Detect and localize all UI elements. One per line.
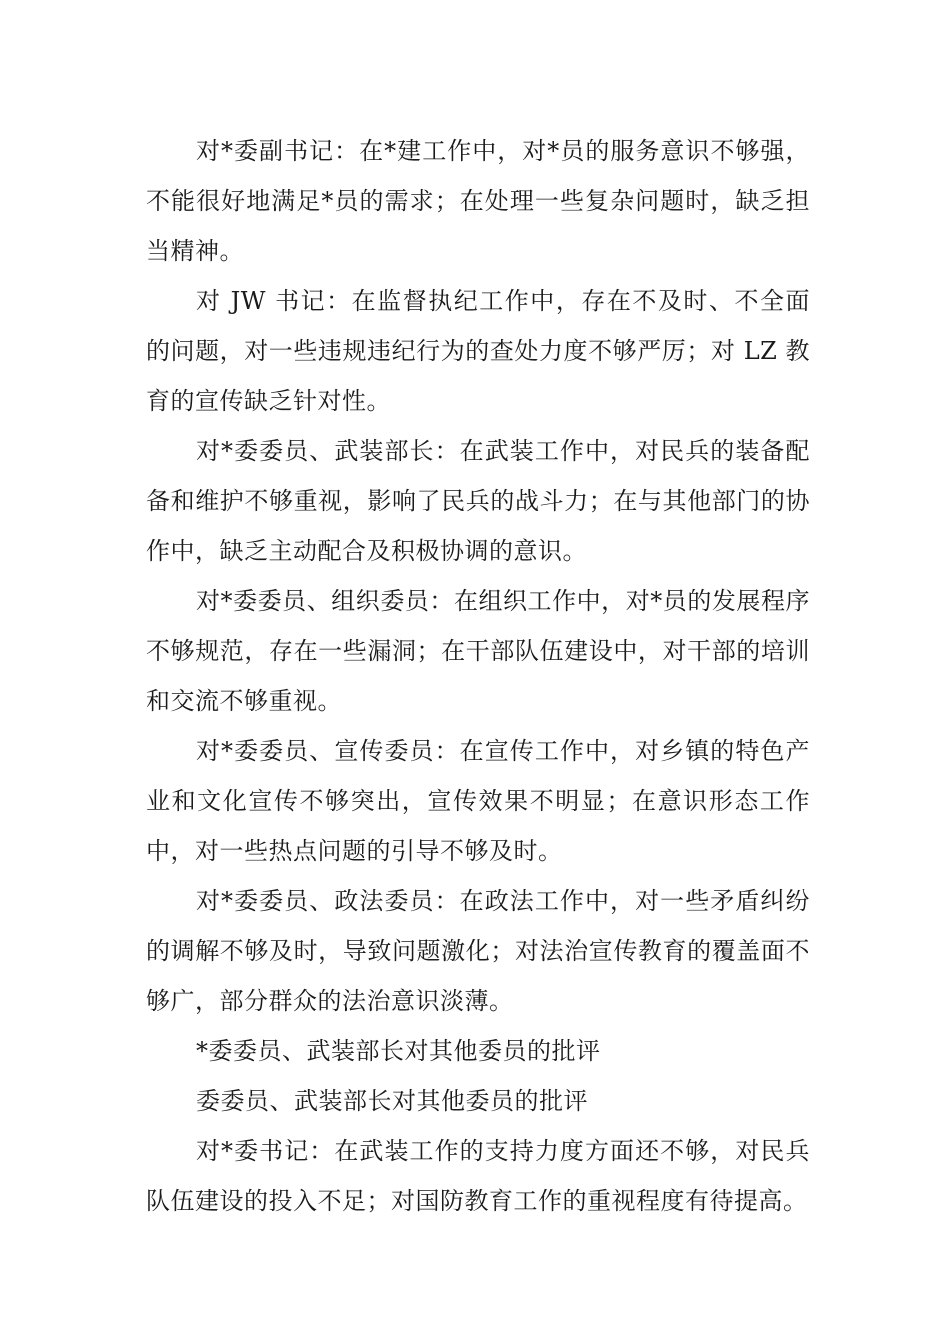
paragraph-armed-forces-minister: 对*委委员、武装部长：在武装工作中，对民兵的装备配备和维护不够重视，影响了民兵的战斗力；在与其他部门的协作中，缺乏主动配合及积极协调的意识。: [146, 437, 810, 565]
paragraph-organization-member: 对*委委员、组织委员：在组织工作中，对*员的发展程序不够规范，存在一些漏洞；在干部队伍建设中，对干部的培训和交流不够重视。: [146, 587, 810, 715]
section-heading-criticism-repeat: 委委员、武装部长对其他委员的批评: [196, 1087, 588, 1115]
paragraph-deputy-secretary: 对*委副书记：在*建工作中，对*员的服务意识不够强，不能很好地满足*员的需求；在处理一些复杂问题时，缺乏担当精神。: [146, 137, 810, 265]
paragraph-jw-secretary: 对 JW 书记：在监督执纪工作中，存在不及时、不全面的问题，对一些违规违纪行为的查处力度不够严厉；对 LZ 教育的宣传缺乏针对性。: [146, 287, 810, 415]
paragraph-political-legal-member: 对*委委员、政法委员：在政法工作中，对一些矛盾纠纷的调解不够及时，导致问题激化；对法治宣传教育的覆盖面不够广，部分群众的法治意识淡薄。: [146, 887, 810, 1015]
section-heading-criticism: *委委员、武装部长对其他委员的批评: [196, 1037, 601, 1065]
paragraph-publicity-member: 对*委委员、宣传委员：在宣传工作中，对乡镇的特色产业和文化宣传不够突出，宣传效果不明显；在意识形态工作中，对一些热点问题的引导不够及时。: [146, 737, 810, 865]
paragraph-party-secretary: 对*委书记：在武装工作的支持力度方面还不够，对民兵队伍建设的投入不足；对国防教育工作的重视程度有待提高。: [146, 1137, 810, 1215]
document-body: [146, 126, 810, 1226]
